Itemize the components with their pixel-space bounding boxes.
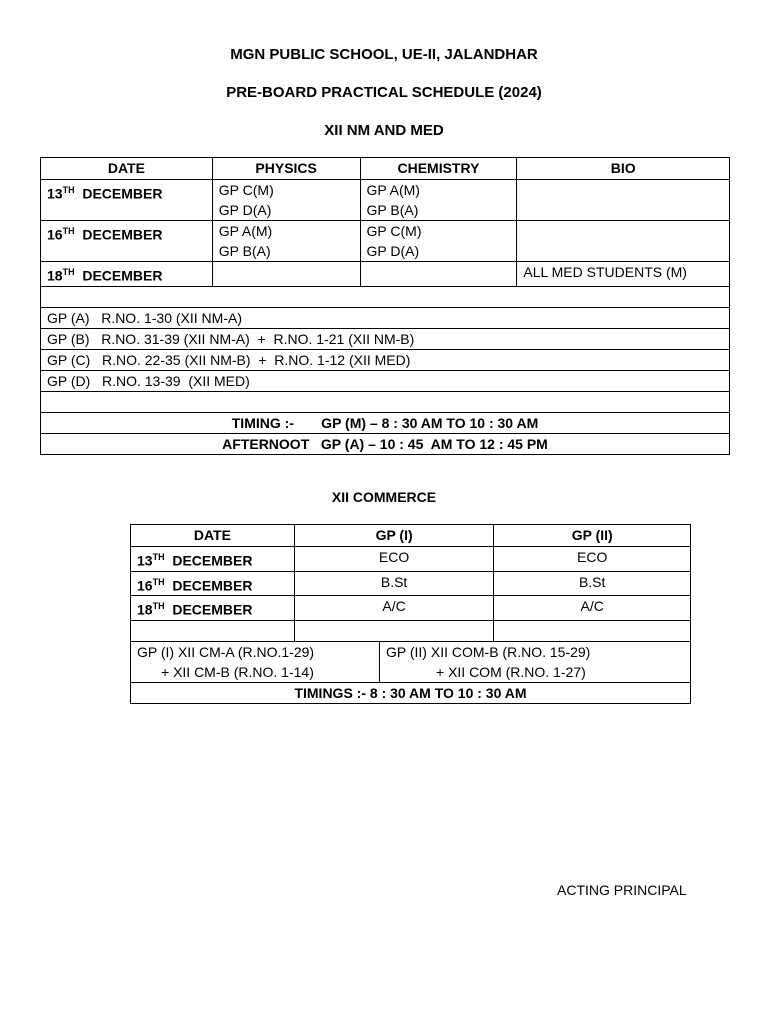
- group-2-line-2: + XII COM (R.NO. 1-27): [436, 663, 586, 680]
- group-1-line-2: + XII CM-B (R.NO. 1-14): [161, 663, 314, 680]
- timing-text: TIMING :- GP (M) – 8 : 30 AM TO 10 : 30 AM: [41, 412, 730, 433]
- group-2-cell: [380, 642, 690, 682]
- section-title-commerce: XII COMMERCE: [331, 489, 437, 505]
- commerce-schedule-table: [130, 524, 691, 704]
- timing-row: [41, 412, 730, 433]
- commerce-timing-text: TIMINGS :- 8 : 30 AM TO 10 : 30 AM: [131, 682, 691, 703]
- table-row: [41, 180, 730, 221]
- empty-row: [41, 286, 730, 307]
- group-1-line-1: GP (I) XII CM-A (R.NO.1-29): [137, 643, 315, 660]
- header-gp1: GP (I): [294, 525, 494, 547]
- science-schedule-table: [40, 157, 730, 455]
- date-cell: 13TH DECEMBER: [41, 180, 213, 221]
- group-a-text: GP (A) R.NO. 1-30 (XII NM-A): [41, 307, 730, 328]
- table-row: [131, 571, 691, 596]
- group-b-text: GP (B) R.NO. 31-39 (XII NM-A) + R.NO. 1-21 (XII NM-B): [41, 328, 730, 349]
- header-chemistry: CHEMISTRY: [360, 158, 517, 180]
- header-gp2: GP (II): [494, 525, 691, 547]
- group-d-text: GP (D) R.NO. 13-39 (XII MED): [41, 370, 730, 391]
- chemistry-cell: [360, 262, 517, 287]
- physics-cell: GP A(M) GP B(A): [212, 221, 360, 262]
- table-row: [131, 596, 691, 621]
- header-date: DATE: [131, 525, 295, 547]
- section-title-nm-med: XII NM AND MED: [324, 122, 444, 139]
- gp2-cell: ECO: [494, 547, 691, 572]
- table-row: [41, 262, 730, 287]
- signature-label: ACTING PRINCIPAL: [557, 882, 687, 898]
- table-row: [131, 547, 691, 572]
- chemistry-cell: GP C(M) GP D(A): [360, 221, 517, 262]
- group-1-cell: [131, 642, 380, 682]
- chemistry-cell: GP A(M) GP B(A): [360, 180, 517, 221]
- group-2-line-1: GP (II) XII COM-B (R.NO. 15-29): [386, 643, 591, 660]
- group-row: [41, 349, 730, 370]
- afternoon-timing-text: AFTERNOOT GP (A) – 10 : 45 AM TO 12 : 45 PM: [41, 433, 730, 454]
- bio-cell: ALL MED STUDENTS (M): [517, 262, 730, 287]
- header-date: DATE: [41, 158, 213, 180]
- physics-cell: GP C(M) GP D(A): [212, 180, 360, 221]
- bio-cell: [517, 221, 730, 262]
- table-header-row: [131, 525, 691, 547]
- empty-row: [131, 620, 691, 641]
- date-cell: 16TH DECEMBER: [41, 221, 213, 262]
- gp2-cell: B.St: [494, 571, 691, 596]
- table-header-row: [41, 158, 730, 180]
- schedule-title: PRE-BOARD PRACTICAL SCHEDULE (2024): [226, 84, 542, 101]
- timing-row: [41, 433, 730, 454]
- header-bio: BIO: [517, 158, 730, 180]
- group-row: [131, 641, 691, 682]
- gp1-cell: B.St: [294, 571, 494, 596]
- group-c-text: GP (C) R.NO. 22-35 (XII NM-B) + R.NO. 1-12 (XII MED): [41, 349, 730, 370]
- gp1-cell: ECO: [294, 547, 494, 572]
- school-title: MGN PUBLIC SCHOOL, UE-II, JALANDHAR: [230, 46, 538, 63]
- physics-cell: [212, 262, 360, 287]
- date-cell: 16TH DECEMBER: [131, 571, 295, 596]
- group-row: [41, 307, 730, 328]
- date-cell: 18TH DECEMBER: [131, 596, 295, 621]
- date-cell: 13TH DECEMBER: [131, 547, 295, 572]
- timing-row: [131, 682, 691, 703]
- group-row: [41, 370, 730, 391]
- empty-row: [41, 391, 730, 412]
- group-row: [41, 328, 730, 349]
- header-physics: PHYSICS: [212, 158, 360, 180]
- date-cell: 18TH DECEMBER: [41, 262, 213, 287]
- bio-cell: [517, 180, 730, 221]
- gp2-cell: A/C: [494, 596, 691, 621]
- gp1-cell: A/C: [294, 596, 494, 621]
- table-row: [41, 221, 730, 262]
